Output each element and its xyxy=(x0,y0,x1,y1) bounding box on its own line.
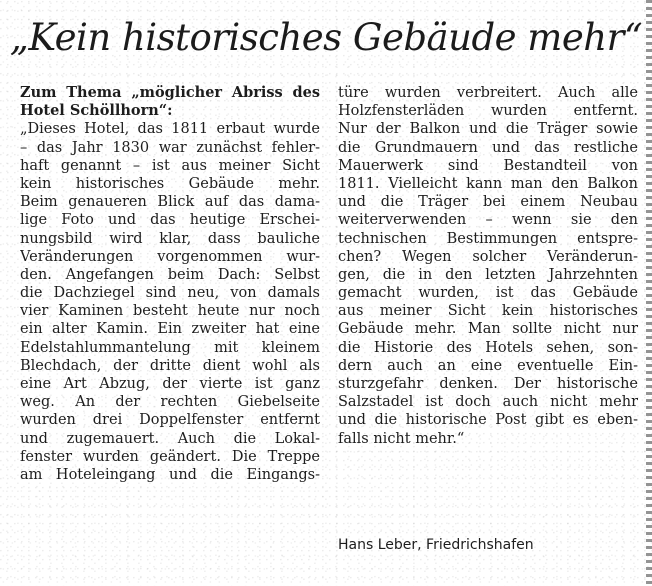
text-line: türe wurden verbreitert. Auch alle xyxy=(338,85,638,101)
text-line: 1811. Vielleicht kann man den Balkon xyxy=(338,175,638,192)
text-line: lige Foto und das heutige Erschei- xyxy=(20,212,320,229)
text-line: weg. An der rechten Giebelseite xyxy=(20,394,320,411)
text-line: chen? Wegen solcher Veränderun- xyxy=(338,248,638,265)
text-line: am Hoteleingang und die Eingangs- xyxy=(20,466,320,483)
text-line: und die Träger bei einem Neubau xyxy=(338,194,638,211)
text-line: sturzgefahr denken. Der historische xyxy=(338,376,638,392)
text-line: die Historie des Hotels sehen, son- xyxy=(338,339,638,356)
text-line: weiterverwenden – wenn sie den xyxy=(338,212,638,229)
text-line: technischen Bestimmungen entspre- xyxy=(338,230,638,247)
text-line: gemacht wurden, ist das Gebäude xyxy=(338,285,638,302)
text-line: dern auch an eine eventuelle Ein- xyxy=(338,357,638,374)
text-line: Mauerwerk sind Bestandteil von xyxy=(338,157,638,174)
text-line: „Dieses Hotel, das 1811 erbaut wurde xyxy=(20,121,320,138)
text-line: aus meiner Sicht kein historisches xyxy=(338,303,638,320)
text-line: Salzstadel ist doch auch nicht mehr xyxy=(338,394,638,411)
text-line: eine Art Abzug, der vierte ist ganz xyxy=(20,376,320,392)
text-line: die Dachziegel sind neu, von damals xyxy=(20,285,320,302)
text-line: Beim genaueren Blick auf das dama- xyxy=(20,194,320,211)
text-line: den. Angefangen beim Dach: Selbst xyxy=(20,266,320,283)
text-line: fenster wurden geändert. Die Treppe xyxy=(20,448,320,465)
text-line: Gebäude mehr. Man sollte nicht nur xyxy=(338,321,638,338)
text-line: Nur der Balkon und die Träger sowie xyxy=(338,121,638,138)
text-line: Edelstahlummantelung mit kleinem xyxy=(20,339,320,356)
intro-line: Hotel Schöllhorn“: xyxy=(20,102,173,120)
text-line: – das Jahr 1830 war zunächst fehler- xyxy=(20,139,320,156)
text-line: nungsbild wird klar, dass bauliche xyxy=(20,230,320,247)
text-line: falls nicht mehr.“ xyxy=(338,430,465,447)
article-headline: „Kein historisches Gebäude mehr“ xyxy=(9,16,643,59)
right-column xyxy=(338,84,638,448)
text-line: Blechdach, der dritte dient wohl als xyxy=(20,357,320,374)
author-signature: Hans Leber, Friedrichshafen xyxy=(338,537,534,553)
left-column xyxy=(20,84,320,484)
text-line: ein alter Kamin. Ein zweiter hat eine xyxy=(20,321,320,338)
text-line: gen, die in den letzten Jahrzehnten xyxy=(338,266,638,283)
scan-edge xyxy=(646,0,652,586)
text-line: kein historisches Gebäude mehr. xyxy=(20,175,320,192)
text-line: haft genannt – ist aus meiner Sicht xyxy=(20,157,320,174)
text-line: die Grundmauern und das restliche xyxy=(338,139,638,156)
text-line: Holzfensterläden wurden entfernt. xyxy=(338,103,638,120)
intro-line: Zum Thema „möglicher Abriss des xyxy=(20,84,320,101)
text-line: und zugemauert. Auch die Lokal- xyxy=(20,430,320,447)
text-line: vier Kaminen besteht heute nur noch xyxy=(20,303,320,320)
text-line: wurden drei Doppelfenster entfernt xyxy=(20,412,320,429)
text-line: und die historische Post gibt es eben- xyxy=(338,412,638,429)
text-line: Veränderungen vorgenommen wur- xyxy=(20,248,320,265)
